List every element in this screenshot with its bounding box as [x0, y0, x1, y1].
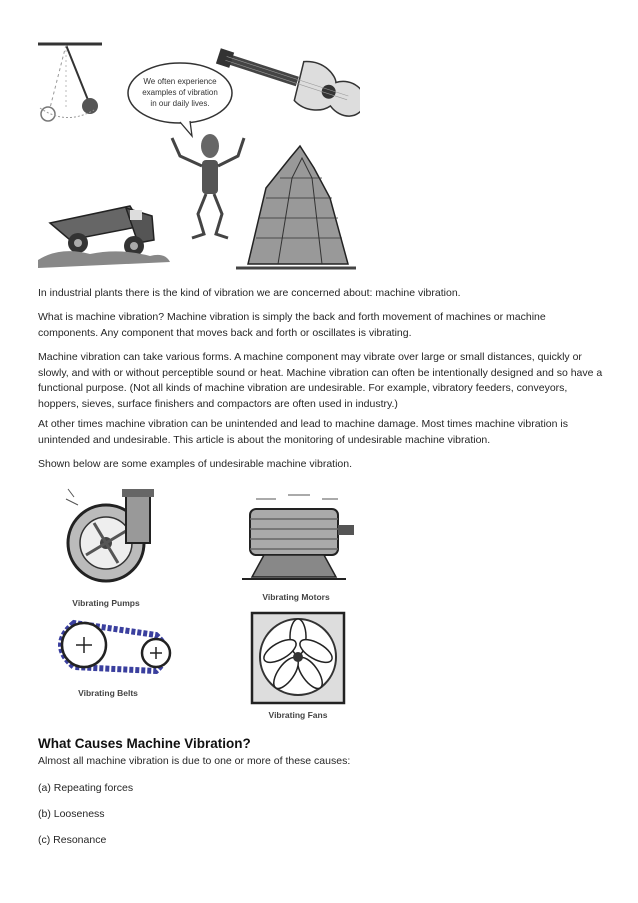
paragraph-intro: In industrial plants there is the kind of vibration we are concerned about: machine vibration. [38, 287, 461, 299]
caption-vibrating-fans: Vibrating Fans [268, 710, 328, 720]
vibration-examples-illustration [30, 38, 360, 270]
dump-truck-drawing [38, 206, 170, 268]
vibrating-fan-drawing [252, 613, 344, 703]
stick-figure-drawing [172, 134, 244, 238]
vibrating-belt-drawing [61, 623, 170, 671]
caption-vibrating-belts: Vibrating Belts [78, 688, 138, 698]
paragraph-examples-lead: Shown below are some examples of undesirable machine vibration. [38, 458, 353, 470]
caption-vibrating-pumps: Vibrating Pumps [72, 598, 140, 608]
speech-line-1: We often experience [143, 77, 217, 86]
skyscraper-drawing [236, 146, 356, 268]
cause-looseness: (b) Looseness [38, 808, 105, 820]
speech-line-3: in our daily lives. [150, 99, 210, 108]
caption-vibrating-motors: Vibrating Motors [262, 592, 330, 602]
guitar-drawing [211, 38, 360, 125]
cause-repeating-forces: (a) Repeating forces [38, 782, 134, 794]
section-intro: Almost all machine vibration is due to one or more of these causes: [38, 755, 351, 767]
paragraph-forms: Machine vibration can take various forms. A machine component may vibrate over large or small distances, quickly or slowly, and with or without perceptible sound or heat. Machine vibration can often be intentionally designed and so have a functional purpose. (Not all kinds of machine vibration are undesirable. For example, vibratory feeders, conveyors, hoppers, sieves, surface finishers and compactors are often used in industry.) [38, 351, 603, 410]
section-heading: What Causes Machine Vibration? [38, 736, 251, 751]
vibrating-motor-drawing [242, 495, 354, 579]
paragraph-definition: What is machine vibration? Machine vibration is simply the back and forth movement of machines or machine components. Any component that moves back and forth or oscillates is vibrating. [38, 311, 546, 339]
speech-line-2: examples of vibration [142, 88, 218, 97]
cause-resonance: (c) Resonance [38, 834, 107, 846]
paragraph-unintended: At other times machine vibration can be unintended and lead to machine damage. Most times machine vibration is unintended and undesirable. This article is about the monitoring of undesirable machine vibration. [38, 418, 568, 446]
machine-examples-figure [38, 485, 398, 727]
speech-bubble [128, 63, 232, 136]
pendulum-drawing [38, 44, 102, 121]
vibrating-pump-drawing [66, 489, 154, 581]
